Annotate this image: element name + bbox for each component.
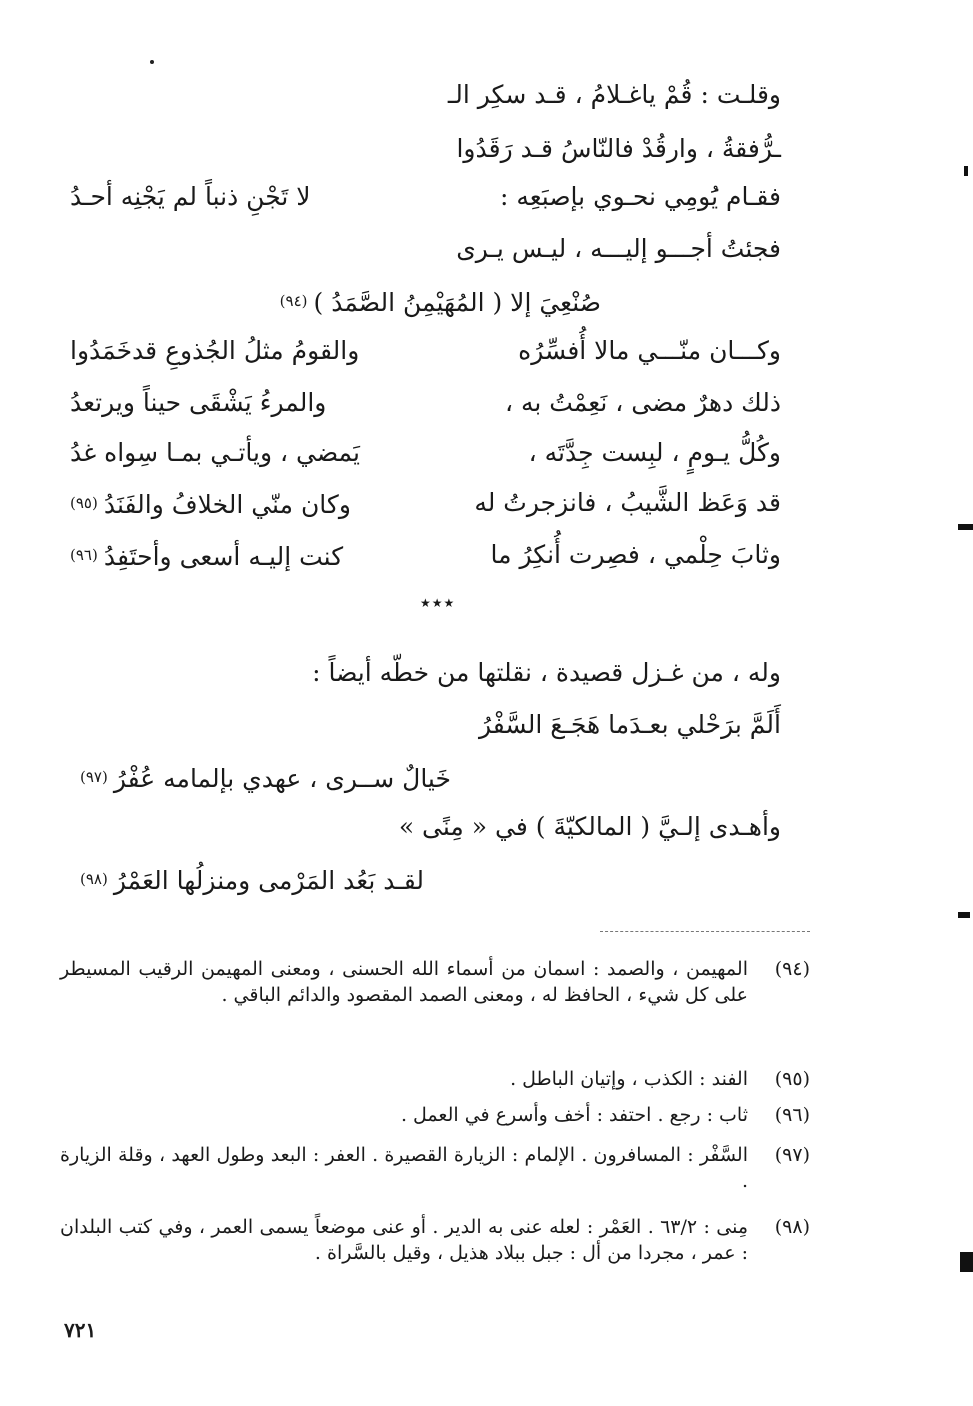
footnote-ref-98: (٩٨)	[80, 870, 108, 888]
footnote-97	[60, 1142, 810, 1194]
scan-edge-mark	[958, 524, 973, 530]
footnote-94-number: (٩٤)	[774, 958, 810, 980]
couplet-7-second-text: وكان منّي الخلافُ والفَنَدُ	[103, 490, 351, 519]
footnote-98-number: (٩٨)	[774, 1216, 810, 1238]
section-separator-stars	[420, 596, 456, 610]
couplet-1	[70, 180, 781, 220]
couplet-8	[70, 538, 781, 578]
couplet-2-first-hemistich: فجئتُ أجـــو إليـــه ، ليـس يـرى	[456, 234, 781, 263]
poem2-line-4-text: لقـد بَعُد المَرْمى ومنزلُها العَمْرُ	[113, 866, 424, 895]
footnote-96	[60, 1102, 810, 1128]
scan-edge-mark	[964, 166, 968, 176]
couplet-6-first-hemistich: وكُلُّ يـومٍ ، لبِست جِدَّتَه ،	[528, 438, 781, 467]
couplet-3-second-hemistich	[280, 284, 601, 320]
couplet-1-first-hemistich: فقـام يَُومِي نحـوي بإصبَعِه :	[499, 182, 781, 211]
footnote-97-text: السَّفْر : المسافرون . الإلمام : الزيارة القصيرة . العفر : البعد وطول العهد ، وقلة الزيارة .	[60, 1144, 748, 1192]
couplet-8-first-hemistich: وثابَ حِلْمي ، فصِرت أُنكِرُ ما	[490, 540, 781, 569]
footnote-98-text: مِنى : ٦٣/٢ . العَمْر : لعله عنى به الدير . أو عنى موضعاً يسمى العمر ، وفي كتب البلدان : عمر ، مجردا من أل : جبل ببلاد هذيل ، وقيل بالسَّراة .	[60, 1216, 748, 1264]
couplet-7-first-hemistich: قد وَعَظ الشَّيبُ ، فانزجرتُ له	[474, 488, 781, 517]
couplet-6	[70, 436, 781, 476]
poem2-line-4	[80, 862, 424, 898]
scan-edge-mark	[958, 912, 970, 918]
footnote-divider	[600, 931, 810, 932]
footnote-95	[60, 1066, 810, 1092]
footnote-ref-97: (٩٧)	[80, 768, 108, 786]
poem2-line-2-text: خَيالٌ ســرى ، عهدي بإلمامه عُفْرُ	[113, 764, 451, 793]
poem2-line-1: أَلَمَّ برَحْلي بعـدَما هَجَـعَ السَّفْرُ	[478, 710, 781, 739]
couplet-1-second-hemistich: لا تَجْنِ ذنباً لم يَجْنِه أحـدُ	[70, 182, 311, 211]
page-number: ٧٢١	[64, 1318, 97, 1342]
couplet-4-first-hemistich: وكـــان منّـــي مالا أُفسِّرُه	[518, 336, 781, 365]
couplet-4	[70, 334, 781, 374]
footnote-96-number: (٩٦)	[774, 1104, 810, 1126]
couplet-2	[70, 232, 781, 272]
couplet-4-second-hemistich: والقومُ مثلُ الجُذوعِ قدخَمَدُوا	[70, 336, 360, 365]
couplet-5	[70, 386, 781, 426]
footnote-96-text: ثاب : رجع . احتفد : أخف وأسرع في العمل .	[400, 1104, 748, 1126]
footnote-ref-96: (٩٦)	[70, 546, 98, 564]
couplet-8-second-text: كنت إليـه أسعى وأحتَفِدُ	[103, 542, 344, 571]
couplet-7	[70, 486, 781, 526]
footnote-94	[60, 956, 810, 1008]
footnote-97-number: (٩٧)	[774, 1144, 810, 1166]
poem2-line-3: وأهـدى إلـيَّ ( المالكيّةَ ) في « مِنًى »	[398, 812, 781, 841]
couplet-6-second-hemistich: يَمضي ، ويأتـي بمـا سِواه غدُ	[70, 438, 360, 467]
footnote-94-text: المهيمن ، والصمد : اسمان من أسماء الله الحسنى ، ومعنى المهيمن الرقيب المسيطر على كل شيء ، الحافظ له ، ومعنى الصمد المقصود والدائم الباقي .	[60, 958, 748, 1006]
stray-dot	[150, 60, 154, 64]
poem1-intro-line-1: وقلـت : قُمْ ياغـلامُ ، قـد سكِر الـ	[447, 80, 781, 109]
couplet-7-second-hemistich	[70, 486, 351, 522]
couplet-5-first-hemistich: ذلك دهرٌ مضى ، نَعِمْتُ به ،	[504, 388, 781, 417]
poem1-intro-line-2: ـرُّفقةُ ، وارقُدْ فالنّاسُ قـد رَقَدُوا	[456, 134, 781, 163]
footnote-ref-94: (٩٤)	[279, 292, 308, 310]
poem2-line-2	[80, 760, 451, 796]
couplet-8-second-hemistich	[70, 538, 343, 574]
footnote-98	[60, 1214, 810, 1266]
couplet-3	[70, 284, 781, 324]
poem2-intro: وله ، من غـزل قصيدة ، نقلتها من خطّه أيضاً :	[312, 658, 781, 687]
footnote-ref-95: (٩٥)	[70, 494, 98, 512]
couplet-3-text: صُنْعِيَ إلا ( المُهَيْمِنُ الصَّمَدُ )	[313, 288, 601, 317]
footnote-95-text: الفند : الكذب ، وإتيان الباطل .	[510, 1068, 748, 1090]
separator-glyphs: ★★★	[420, 596, 456, 610]
scan-edge-mark	[960, 1252, 973, 1272]
couplet-5-second-hemistich: والمرءُ يَشْقَى حيناً ويرتعدُ	[70, 388, 327, 417]
footnote-95-number: (٩٥)	[774, 1068, 810, 1090]
